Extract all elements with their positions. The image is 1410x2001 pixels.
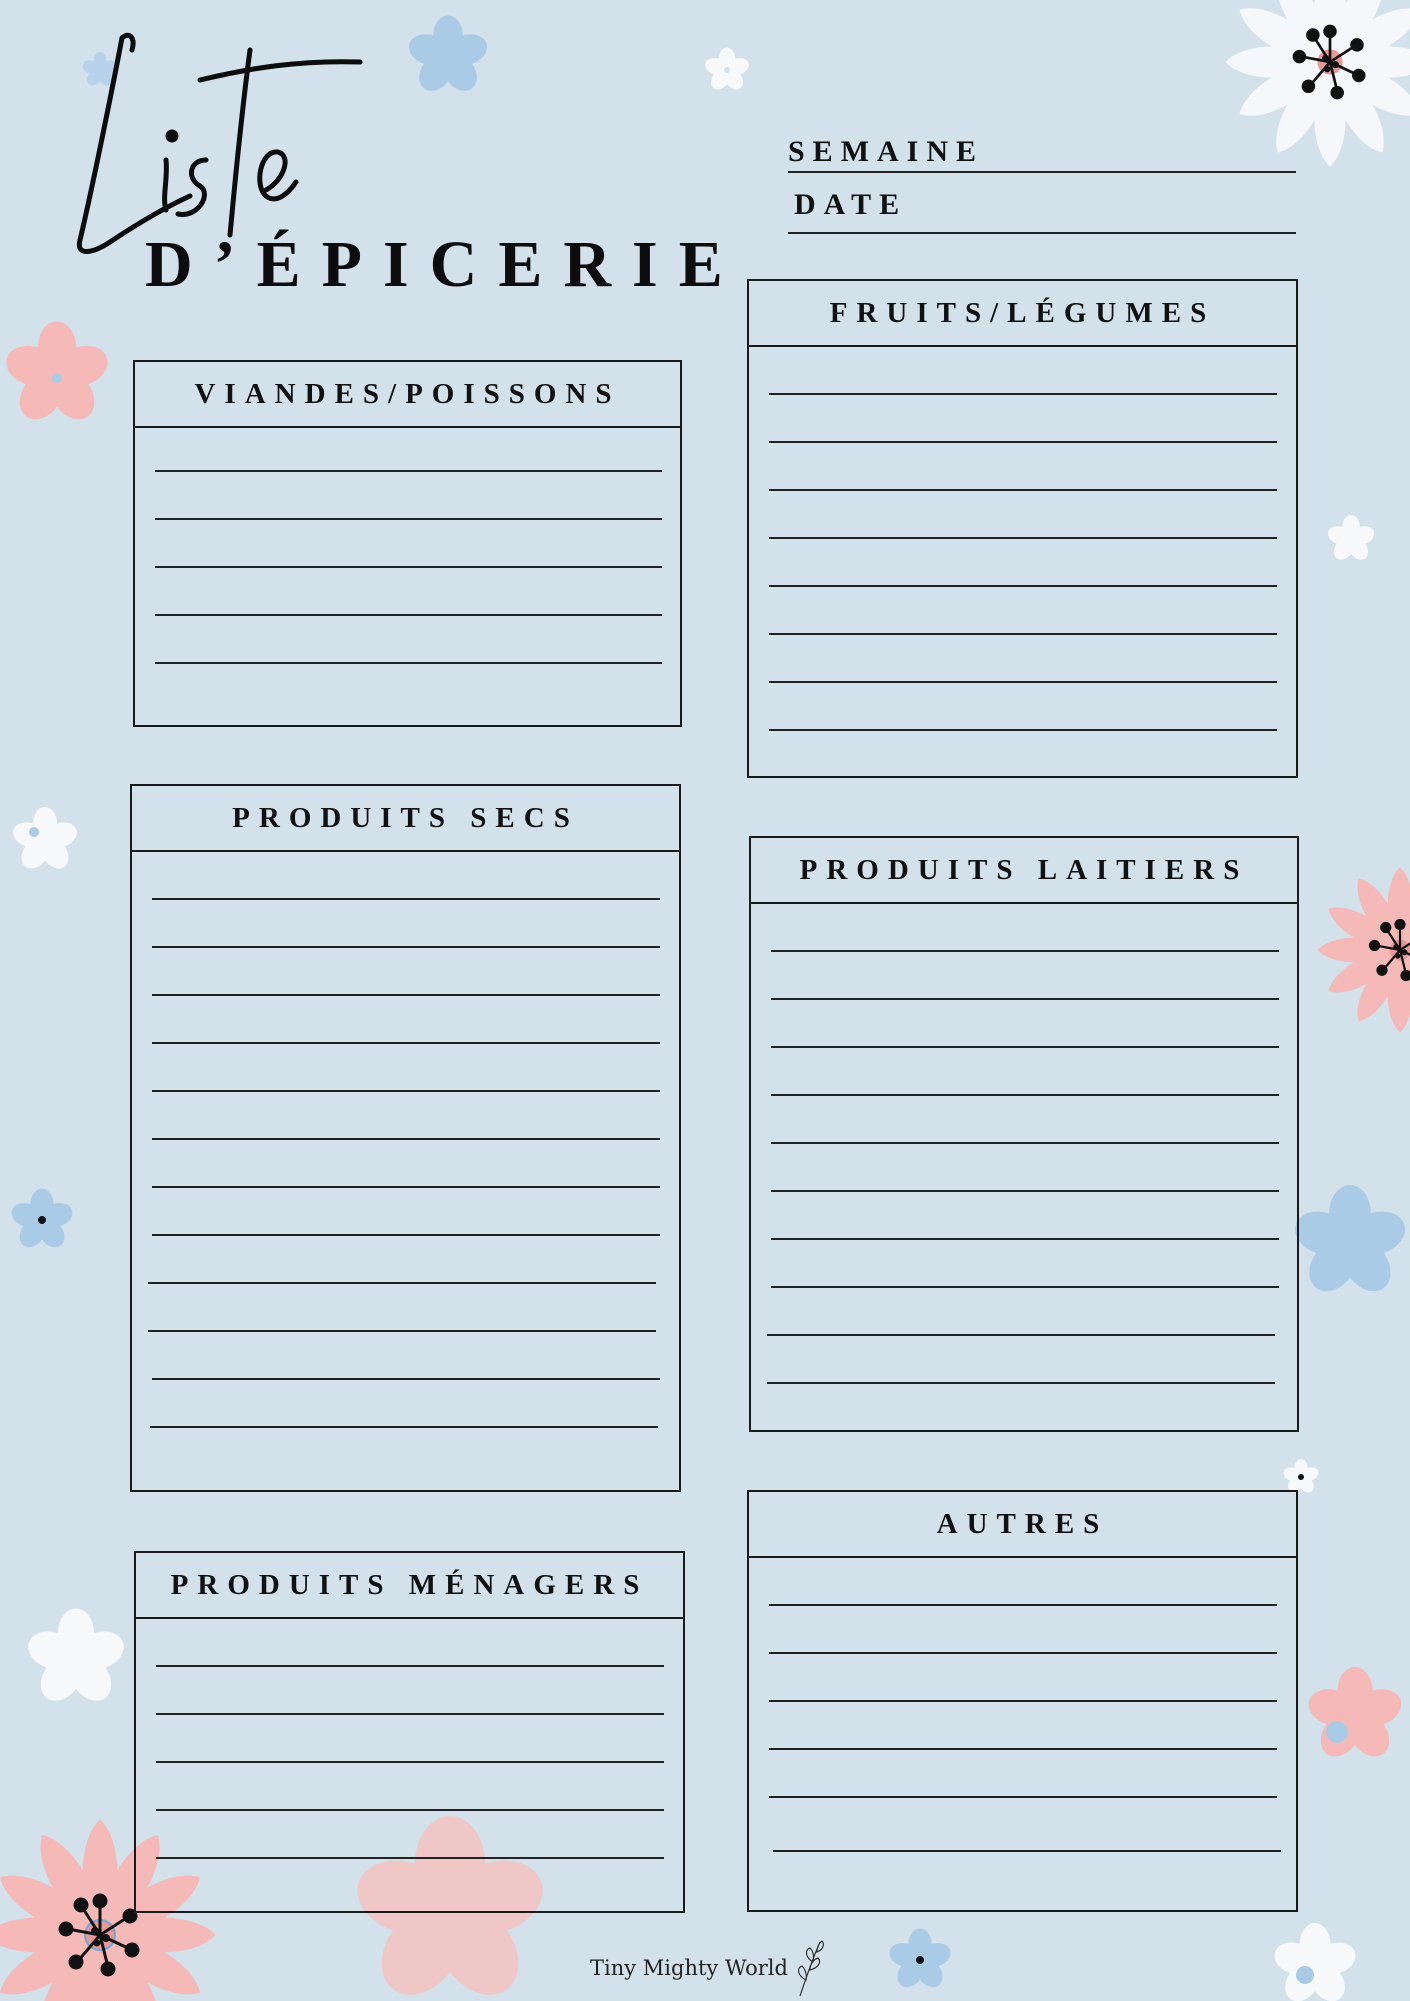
write-line[interactable] [769, 537, 1277, 539]
write-line[interactable] [152, 1042, 660, 1044]
write-line[interactable] [769, 1652, 1277, 1654]
section-meat-fish [133, 360, 682, 727]
write-line[interactable] [156, 1809, 664, 1811]
section-dairy [749, 836, 1299, 1432]
write-line[interactable] [769, 681, 1277, 683]
write-line[interactable] [769, 393, 1277, 395]
write-line[interactable] [769, 1700, 1277, 1702]
week-field[interactable] [788, 135, 1296, 173]
write-line[interactable] [771, 1094, 1279, 1096]
write-line[interactable] [771, 1286, 1279, 1288]
write-line[interactable] [769, 729, 1277, 731]
write-line[interactable] [769, 489, 1277, 491]
write-line[interactable] [769, 585, 1277, 587]
write-line[interactable] [771, 1190, 1279, 1192]
write-line[interactable] [148, 1282, 656, 1284]
write-line[interactable] [155, 470, 662, 472]
write-line[interactable] [773, 1850, 1281, 1852]
write-line[interactable] [769, 1796, 1277, 1798]
write-line[interactable] [155, 662, 662, 664]
write-line[interactable] [771, 998, 1279, 1000]
date-field[interactable] [788, 188, 1296, 234]
week-label: SEMAINE [788, 135, 985, 168]
write-line[interactable] [156, 1857, 664, 1859]
write-line[interactable] [769, 1748, 1277, 1750]
brand-name: Tiny Mighty World [590, 1956, 788, 1980]
write-line[interactable] [152, 1186, 660, 1188]
write-line[interactable] [152, 1234, 660, 1236]
section-household-header [136, 1553, 683, 1619]
section-dry-goods [130, 784, 681, 1492]
write-line[interactable] [769, 441, 1277, 443]
date-label: DATE [794, 188, 908, 221]
write-line[interactable] [155, 566, 662, 568]
write-line[interactable] [152, 1090, 660, 1092]
section-dairy-header [751, 838, 1297, 904]
section-title: AUTRES [936, 1507, 1109, 1540]
write-line[interactable] [767, 1334, 1275, 1336]
main-title: D’ÉPICERIE [145, 228, 744, 301]
section-other-header [749, 1492, 1296, 1558]
write-line[interactable] [152, 1138, 660, 1140]
write-line[interactable] [156, 1761, 664, 1763]
write-line[interactable] [771, 1046, 1279, 1048]
write-line[interactable] [152, 946, 660, 948]
section-other [747, 1490, 1298, 1912]
write-line[interactable] [769, 633, 1277, 635]
write-line[interactable] [771, 1142, 1279, 1144]
write-line[interactable] [152, 898, 660, 900]
write-line[interactable] [769, 1604, 1277, 1606]
section-dry-goods-header [132, 786, 679, 852]
section-title: PRODUITS LAITIERS [799, 853, 1249, 886]
section-fruits-vegetables-header [749, 281, 1296, 347]
write-line[interactable] [150, 1426, 658, 1428]
write-line[interactable] [156, 1665, 664, 1667]
section-meat-fish-header [135, 362, 680, 428]
section-fruits-vegetables [747, 279, 1298, 778]
section-title: PRODUITS MÉNAGERS [170, 1568, 649, 1601]
section-title: VIANDES/POISSONS [194, 377, 621, 410]
write-line[interactable] [155, 614, 662, 616]
leaf-sprig-icon [792, 1938, 826, 1998]
write-line[interactable] [148, 1330, 656, 1332]
section-household [134, 1551, 685, 1913]
brand-credit [590, 1938, 826, 1998]
write-line[interactable] [771, 950, 1279, 952]
section-title: FRUITS/LÉGUMES [829, 296, 1216, 329]
write-line[interactable] [156, 1713, 664, 1715]
write-line[interactable] [155, 518, 662, 520]
write-line[interactable] [152, 994, 660, 996]
section-title: PRODUITS SECS [232, 801, 579, 834]
write-line[interactable] [152, 1378, 660, 1380]
write-line[interactable] [767, 1382, 1275, 1384]
write-line[interactable] [771, 1238, 1279, 1240]
